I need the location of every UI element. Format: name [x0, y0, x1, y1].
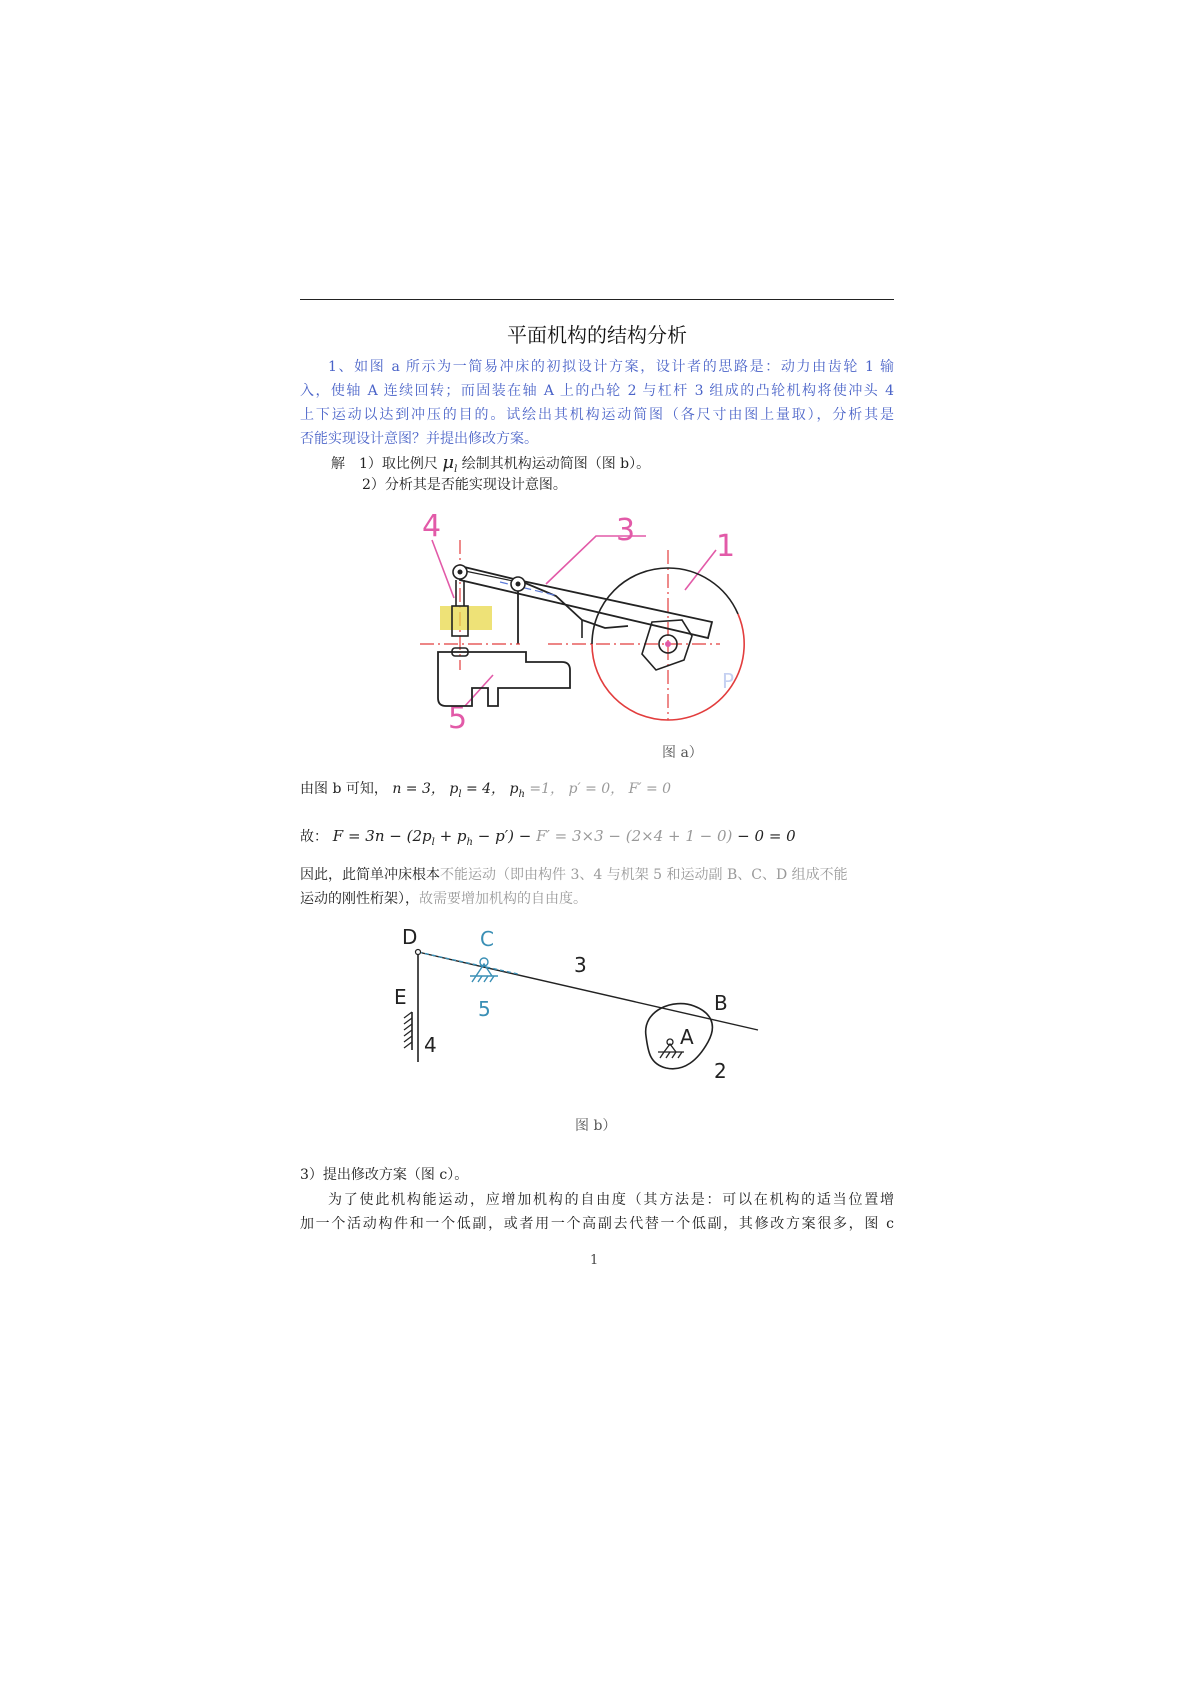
- solution-step-2: 2）分析其是否能实现设计意图。: [362, 477, 567, 493]
- problem-line-2: 入，使轴 A 连续回转；而固装在轴 A 上的凸轮 2 与杠杆 3 组成的凸轮机构将使冲头 4: [300, 383, 894, 399]
- fig-a-lever: [460, 566, 712, 638]
- fig-b-label-4: 4: [424, 1033, 437, 1057]
- fig-a-label-4: 4: [422, 509, 442, 544]
- fig-a-frame: [438, 652, 570, 706]
- fig-b-label-D: D: [402, 925, 418, 949]
- fig-b-label-5: 5: [478, 997, 491, 1021]
- figure-a: [420, 510, 780, 740]
- fig-b-label-E: E: [394, 985, 407, 1009]
- fig-b-label-3: 3: [574, 953, 587, 977]
- mu-symbol: μ: [442, 452, 455, 473]
- fig-a-guide: [440, 606, 492, 630]
- fig-a-label-1: 1: [716, 529, 736, 564]
- modification-paragraph: [300, 1188, 894, 1236]
- fig-a-gear-arc-black: [668, 568, 738, 614]
- fig-a-label-3: 3: [616, 513, 636, 548]
- known-p-prime: p′ = 0，: [568, 781, 625, 797]
- known-values: 由图 b 可知， n = 3， $p_l = 4$， $p_h =1$， p′ = 0， F′ = 0: [300, 781, 672, 800]
- step1-suffix: 绘制其机构运动简图（图 b）。: [461, 456, 651, 472]
- formula-left: F = 3n − (2p: [332, 827, 432, 845]
- fig-b-label-C: C: [480, 927, 494, 951]
- conclusion-line-2: 运动的刚性桁架），故需要增加机构的自由度。: [300, 891, 587, 907]
- known-f-prime: F′ = 0: [628, 781, 672, 797]
- fig-b-guide-hatch: [404, 1012, 412, 1048]
- dof-formula: 故： $F = 3n - (2p_l + p_h - p') - F' = 3\times 3 - (2\times 4 + 1 - 0) - 0 = 0$: [300, 827, 796, 848]
- known-ph-value: =1，: [524, 781, 565, 797]
- fig-a-label-5: 5: [448, 701, 468, 736]
- formula-end: − 0 = 0: [732, 827, 796, 845]
- figure-b-caption: 图 b）: [575, 1118, 617, 1134]
- problem-line-1: 1、如图 a 所示为一简易冲床的初拟设计方案，设计者的思路是：动力由齿轮 1 输: [328, 359, 894, 375]
- header-rule: [300, 299, 894, 300]
- problem-line-3: 上下运动以达到冲压的目的。试绘出其机构运动简图（各尺寸由图上量取），分析其是: [300, 407, 894, 423]
- formula-gray: F′ = 3×3 − (2×4 + 1 − 0): [536, 827, 733, 845]
- fig-b-joint-D: [416, 950, 421, 955]
- known-pl-value: = 4，: [461, 781, 506, 797]
- figure-a-caption: 图 a）: [662, 745, 703, 761]
- problem-line-4: 否能实现设计意图？并提出修改方案。: [300, 431, 538, 447]
- solution-step-1: [331, 452, 650, 475]
- fig-a-leader-1: [685, 550, 716, 590]
- formula-prefix: 故：: [300, 829, 328, 845]
- mu-subscript: l: [454, 463, 458, 475]
- fig-a-frame-upper: [518, 580, 628, 644]
- known-pl: p: [449, 781, 459, 797]
- svg-text:P: P: [722, 669, 735, 693]
- page-title: 平面机构的结构分析: [507, 323, 687, 347]
- fig-b-label-2: 2: [714, 1059, 727, 1083]
- fig-b-label-B: B: [714, 991, 728, 1015]
- known-ph: p: [509, 781, 519, 797]
- paragraph-line-2: 加一个活动构件和一个低副，或者用一个高副去代替一个低副，其修改方案很多，图 c: [300, 1216, 894, 1232]
- known-n: n = 3，: [392, 781, 445, 797]
- fig-b-label-A: A: [680, 1025, 694, 1049]
- step1-prefix: 解 1）取比例尺: [331, 456, 438, 472]
- paragraph-line-1: 为了使此机构能运动，应增加机构的自由度（其方法是：可以在机构的适当位置增: [328, 1192, 894, 1208]
- fig-b-member-3-accent: [418, 952, 518, 974]
- fig-a-leader-4: [432, 540, 454, 598]
- formula-mid: + p: [434, 827, 467, 845]
- known-prefix: 由图 b 可知，: [300, 781, 388, 797]
- problem-statement: [300, 355, 894, 451]
- step-3: 3）提出修改方案（图 c）。: [300, 1167, 469, 1183]
- page-number: 1: [590, 1253, 599, 1268]
- formula-right: − p′) −: [472, 827, 537, 845]
- conclusion-line-1: 因此，此简单冲床根本不能运动（即由构件 3、4 与机架 5 和运动副 B、C、D 组成不能: [300, 867, 848, 883]
- figure-b: [388, 920, 788, 1090]
